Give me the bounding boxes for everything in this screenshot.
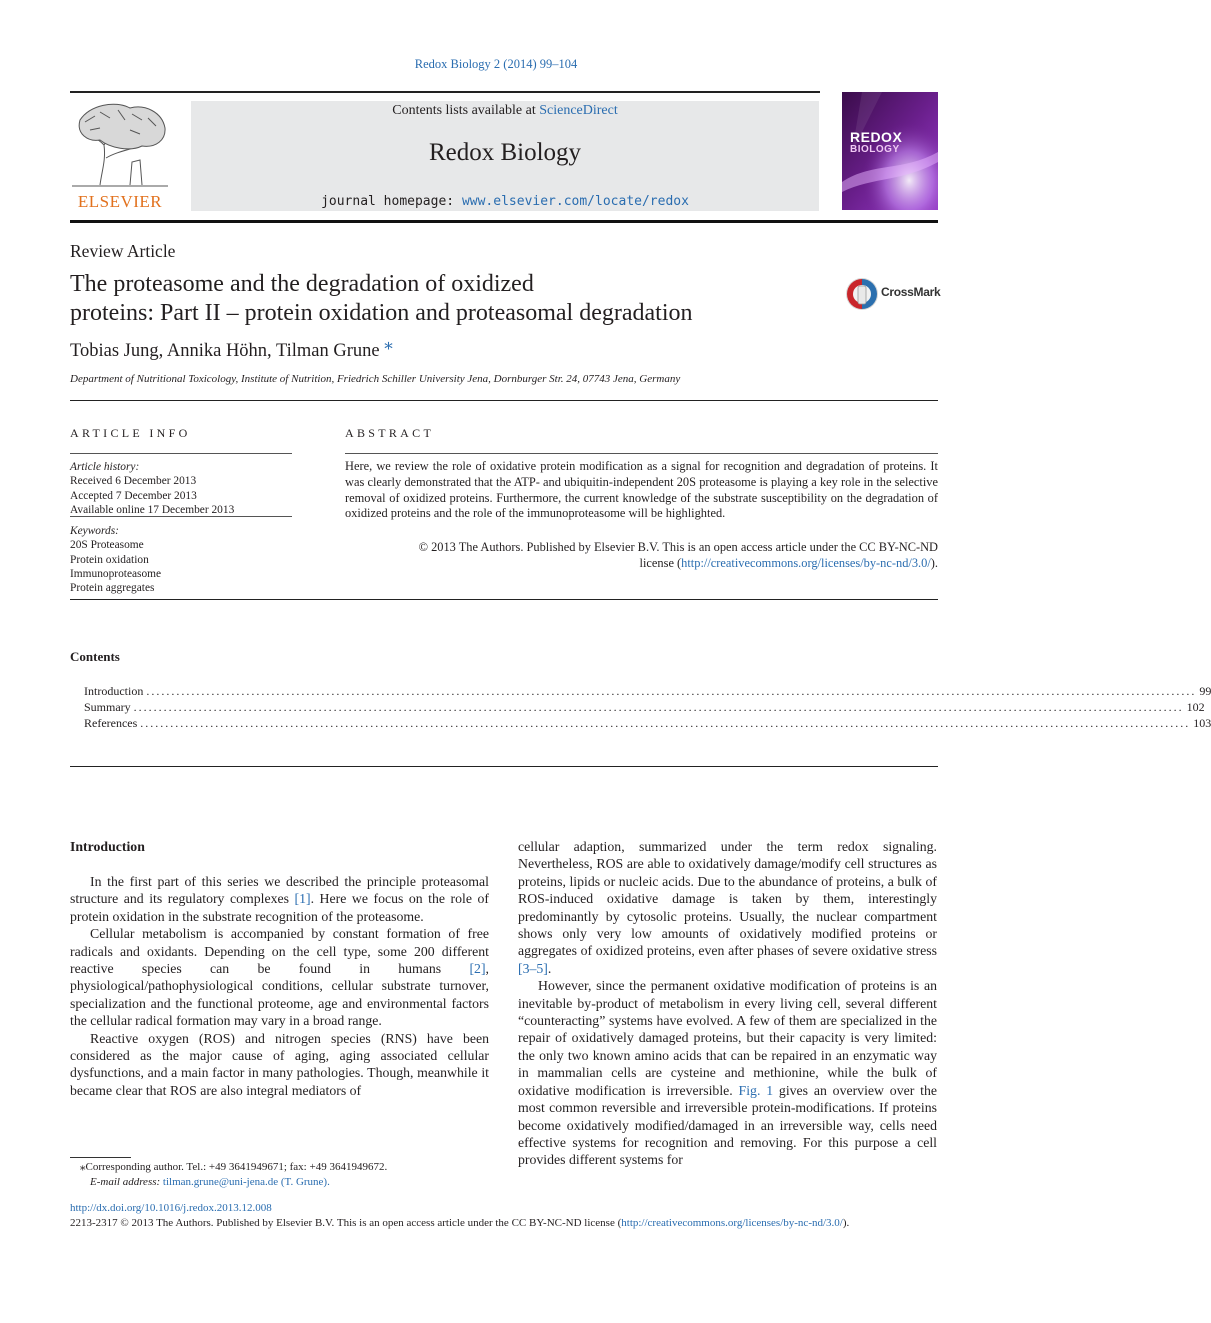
body-column-right [518, 838, 937, 1169]
toc-entry[interactable] [84, 684, 1211, 699]
author-list: Tobias Jung, Annika Höhn, Tilman Grune ⁎ [70, 333, 393, 361]
page-footer: http://dx.doi.org/10.1016/j.redox.2013.12.008 2213-2317 © 2013 The Authors. Published by Elsevier B.V. This is an open access article under the CC BY-NC-ND license (http://creativecommons.org/licenses/by-nc-nd/3.0/). [70, 1201, 938, 1231]
paragraph: In the first part of this series we described the principle proteasomal structure and its regulatory complexes [1]. Here we focus on the role of protein oxidation in the substrate recognition of the proteasome. [70, 874, 490, 924]
toc-page: 99 [1199, 684, 1211, 698]
elsevier-tree-icon [70, 100, 170, 190]
citation-link[interactable]: [3–5] [518, 960, 548, 976]
author-affiliation: Department of Nutritional Toxicology, Institute of Nutrition, Friedrich Schiller University Jena, Dornburger Str. 24, 07743 Jena, Germany [70, 373, 681, 385]
elsevier-wordmark: ELSEVIER [77, 192, 163, 211]
crossmark-label: CrossMark [881, 285, 941, 299]
toc-leader: .................................................................................................................................................................................................................. [133, 700, 1184, 714]
abstract-rule [345, 453, 938, 454]
sciencedirect-link[interactable]: ScienceDirect [539, 103, 618, 118]
toc-page: 102 [1186, 700, 1205, 714]
toc-page: 103 [1193, 716, 1211, 730]
body-column-left [70, 873, 489, 1099]
article-type: Review Article [70, 241, 176, 261]
homepage-link[interactable]: www.elsevier.com/locate/redox [461, 194, 689, 209]
doi-link[interactable]: http://dx.doi.org/10.1016/j.redox.2013.12.008 [70, 1202, 272, 1214]
crossmark-icon [845, 276, 879, 312]
article-info-heading: ARTICLE INFO [70, 426, 191, 440]
elsevier-logo[interactable] [70, 100, 170, 212]
keyword-item: Protein aggregates [70, 582, 155, 595]
article-title: The proteasome and the degradation of oxidized proteins: Part II – protein oxidation and proteasomal degradation [70, 271, 693, 326]
email-link[interactable]: tilman.grune@uni-jena.de (T. Grune). [162, 1176, 330, 1188]
introduction-heading: Introduction [70, 839, 145, 854]
keywords: Keywords: 20S Proteasome Protein oxidation Immunoproteasome Protein aggregates [70, 524, 292, 595]
journal-cover[interactable] [842, 92, 938, 210]
journal-banner [191, 101, 819, 211]
section-rule [70, 400, 938, 401]
paragraph: Cellular metabolism is accompanied by constant formation of free radicals and oxidants. Depending on the cell type, some 200 different reactive species can be found in humans [2], physiological/pathophysiological conditions, cellular substrate turnover, specialization and the functional proteome, age and environmental factors the cellular radical formation may vary in a broad range. [70, 926, 489, 1029]
footer-license-link[interactable]: http://creativecommons.org/licenses/by-nc-nd/3.0/ [621, 1217, 843, 1229]
journal-homepage: journal homepage: www.elsevier.com/locate/redox [321, 194, 689, 209]
license-link[interactable]: http://creativecommons.org/licenses/by-nc-nd/3.0/ [681, 556, 931, 570]
citation-link[interactable]: [2] [469, 961, 486, 977]
toc-entry[interactable] [84, 716, 1211, 731]
abstract-text: Here, we review the role of oxidative protein modification as a signal for recognition and degradation of proteins. It was clearly demonstrated that the ATP- and ubiquitin-independent 20S proteasome is playing a key role in the selective removal of oxidized proteins. Furthermore, the current knowledge of the substrate susceptibility on the degradation of oxidized proteins and the role of the immunoproteasome will be highlighted. [345, 459, 938, 521]
article-history: Article history: Received 6 December 2013 Accepted 7 December 2013 Available online 17 December 2013 [70, 460, 292, 517]
toc-leader: .................................................................................................................................................................................................................. [140, 716, 1191, 730]
section-rule [70, 599, 938, 600]
keywords-rule [70, 516, 292, 517]
toc-leader: .................................................................................................................................................................................................................. [146, 684, 1197, 698]
crossmark-badge[interactable] [845, 276, 940, 312]
abstract-heading: ABSTRACT [345, 426, 435, 440]
section-rule [70, 766, 938, 767]
keyword-item: 20S Proteasome [70, 539, 144, 552]
header-rule [70, 91, 820, 93]
contents-heading: Contents [70, 649, 120, 664]
online-date: Available online 17 December 2013 [70, 503, 235, 516]
contents-availability: Contents lists available at ScienceDirect [392, 103, 618, 118]
received-date: Received 6 December 2013 [70, 475, 197, 488]
article-info-rule [70, 453, 292, 454]
keyword-item: Protein oxidation [70, 553, 149, 566]
footnote-rule [70, 1157, 131, 1158]
toc-label: Introduction [84, 684, 144, 698]
corresponding-author-mark[interactable]: ⁎ [384, 333, 393, 353]
corresponding-author-footnote: ⁎Corresponding author. Tel.: +49 3641949671; fax: +49 3641949672. E-mail address: tilman.grune@uni-jena.de (T. Grune). [80, 1161, 388, 1188]
journal-citation[interactable]: Redox Biology 2 (2014) 99–104 [414, 57, 578, 71]
toc-label: Summary [84, 700, 131, 714]
paragraph: However, since the permanent oxidative modification of proteins is an inevitable by-product of metabolism in every living cell, several different “counteracting” systems have evolved. A few of them are specialized in the repair of oxidatively damaged proteins, but their capacity is very limited: the only two known amino acids that can be repaired in an enzymatic way in mammalian cells are cysteine and methionine, while the bulk of oxidative modification is irreversible. Fig. 1 gives an overview over the most common reversible and irreversible protein-modifications. If proteins become oxidatively modified/damaged in an irreversible way, cells need effective systems for recognition and removing. For this purpose a cell provides different systems for [518, 978, 937, 1168]
citation-link[interactable]: [1] [294, 891, 311, 907]
accepted-date: Accepted 7 December 2013 [70, 489, 197, 502]
abstract-license: © 2013 The Authors. Published by Elsevier B.V. This is an open access article under the CC BY-NC-ND license (http://creativecommons.org/licenses/by-nc-nd/3.0/). [418, 540, 938, 570]
paragraph: cellular adaption, summarized under the term redox signaling. Nevertheless, ROS are able to oxidatively damage/modify cell structures as proteins, lipids or nucleic acids. Due to the abundance of proteins, a bulk of ROS-induced oxidative damage is taken by them, interestingly predominantly by cytosolic proteins. Usually, the nuclear compartment shows only very low amounts of oxidatively modified proteins or aggregates of oxidized proteins, even after phases of severe oxidative stress [3–5]. [518, 839, 937, 976]
cover-title-biology: BIOLOGY [850, 144, 900, 155]
toc-entry[interactable] [84, 700, 1205, 715]
cover-title-redox: REDOX [850, 129, 903, 145]
journal-title: Redox Biology [428, 139, 582, 166]
header-thick-rule [70, 220, 938, 223]
paragraph: Reactive oxygen (ROS) and nitrogen species (RNS) have been considered as the major cause of aging, aging associated cellular dysfunctions, and a main factor in many pathologies. Though, meanwhile it became clear that ROS are also integral mediators of [70, 1030, 489, 1098]
keyword-item: Immunoproteasome [70, 567, 162, 580]
toc-label: References [84, 716, 138, 730]
figure-link[interactable]: Fig. 1 [738, 1082, 774, 1098]
